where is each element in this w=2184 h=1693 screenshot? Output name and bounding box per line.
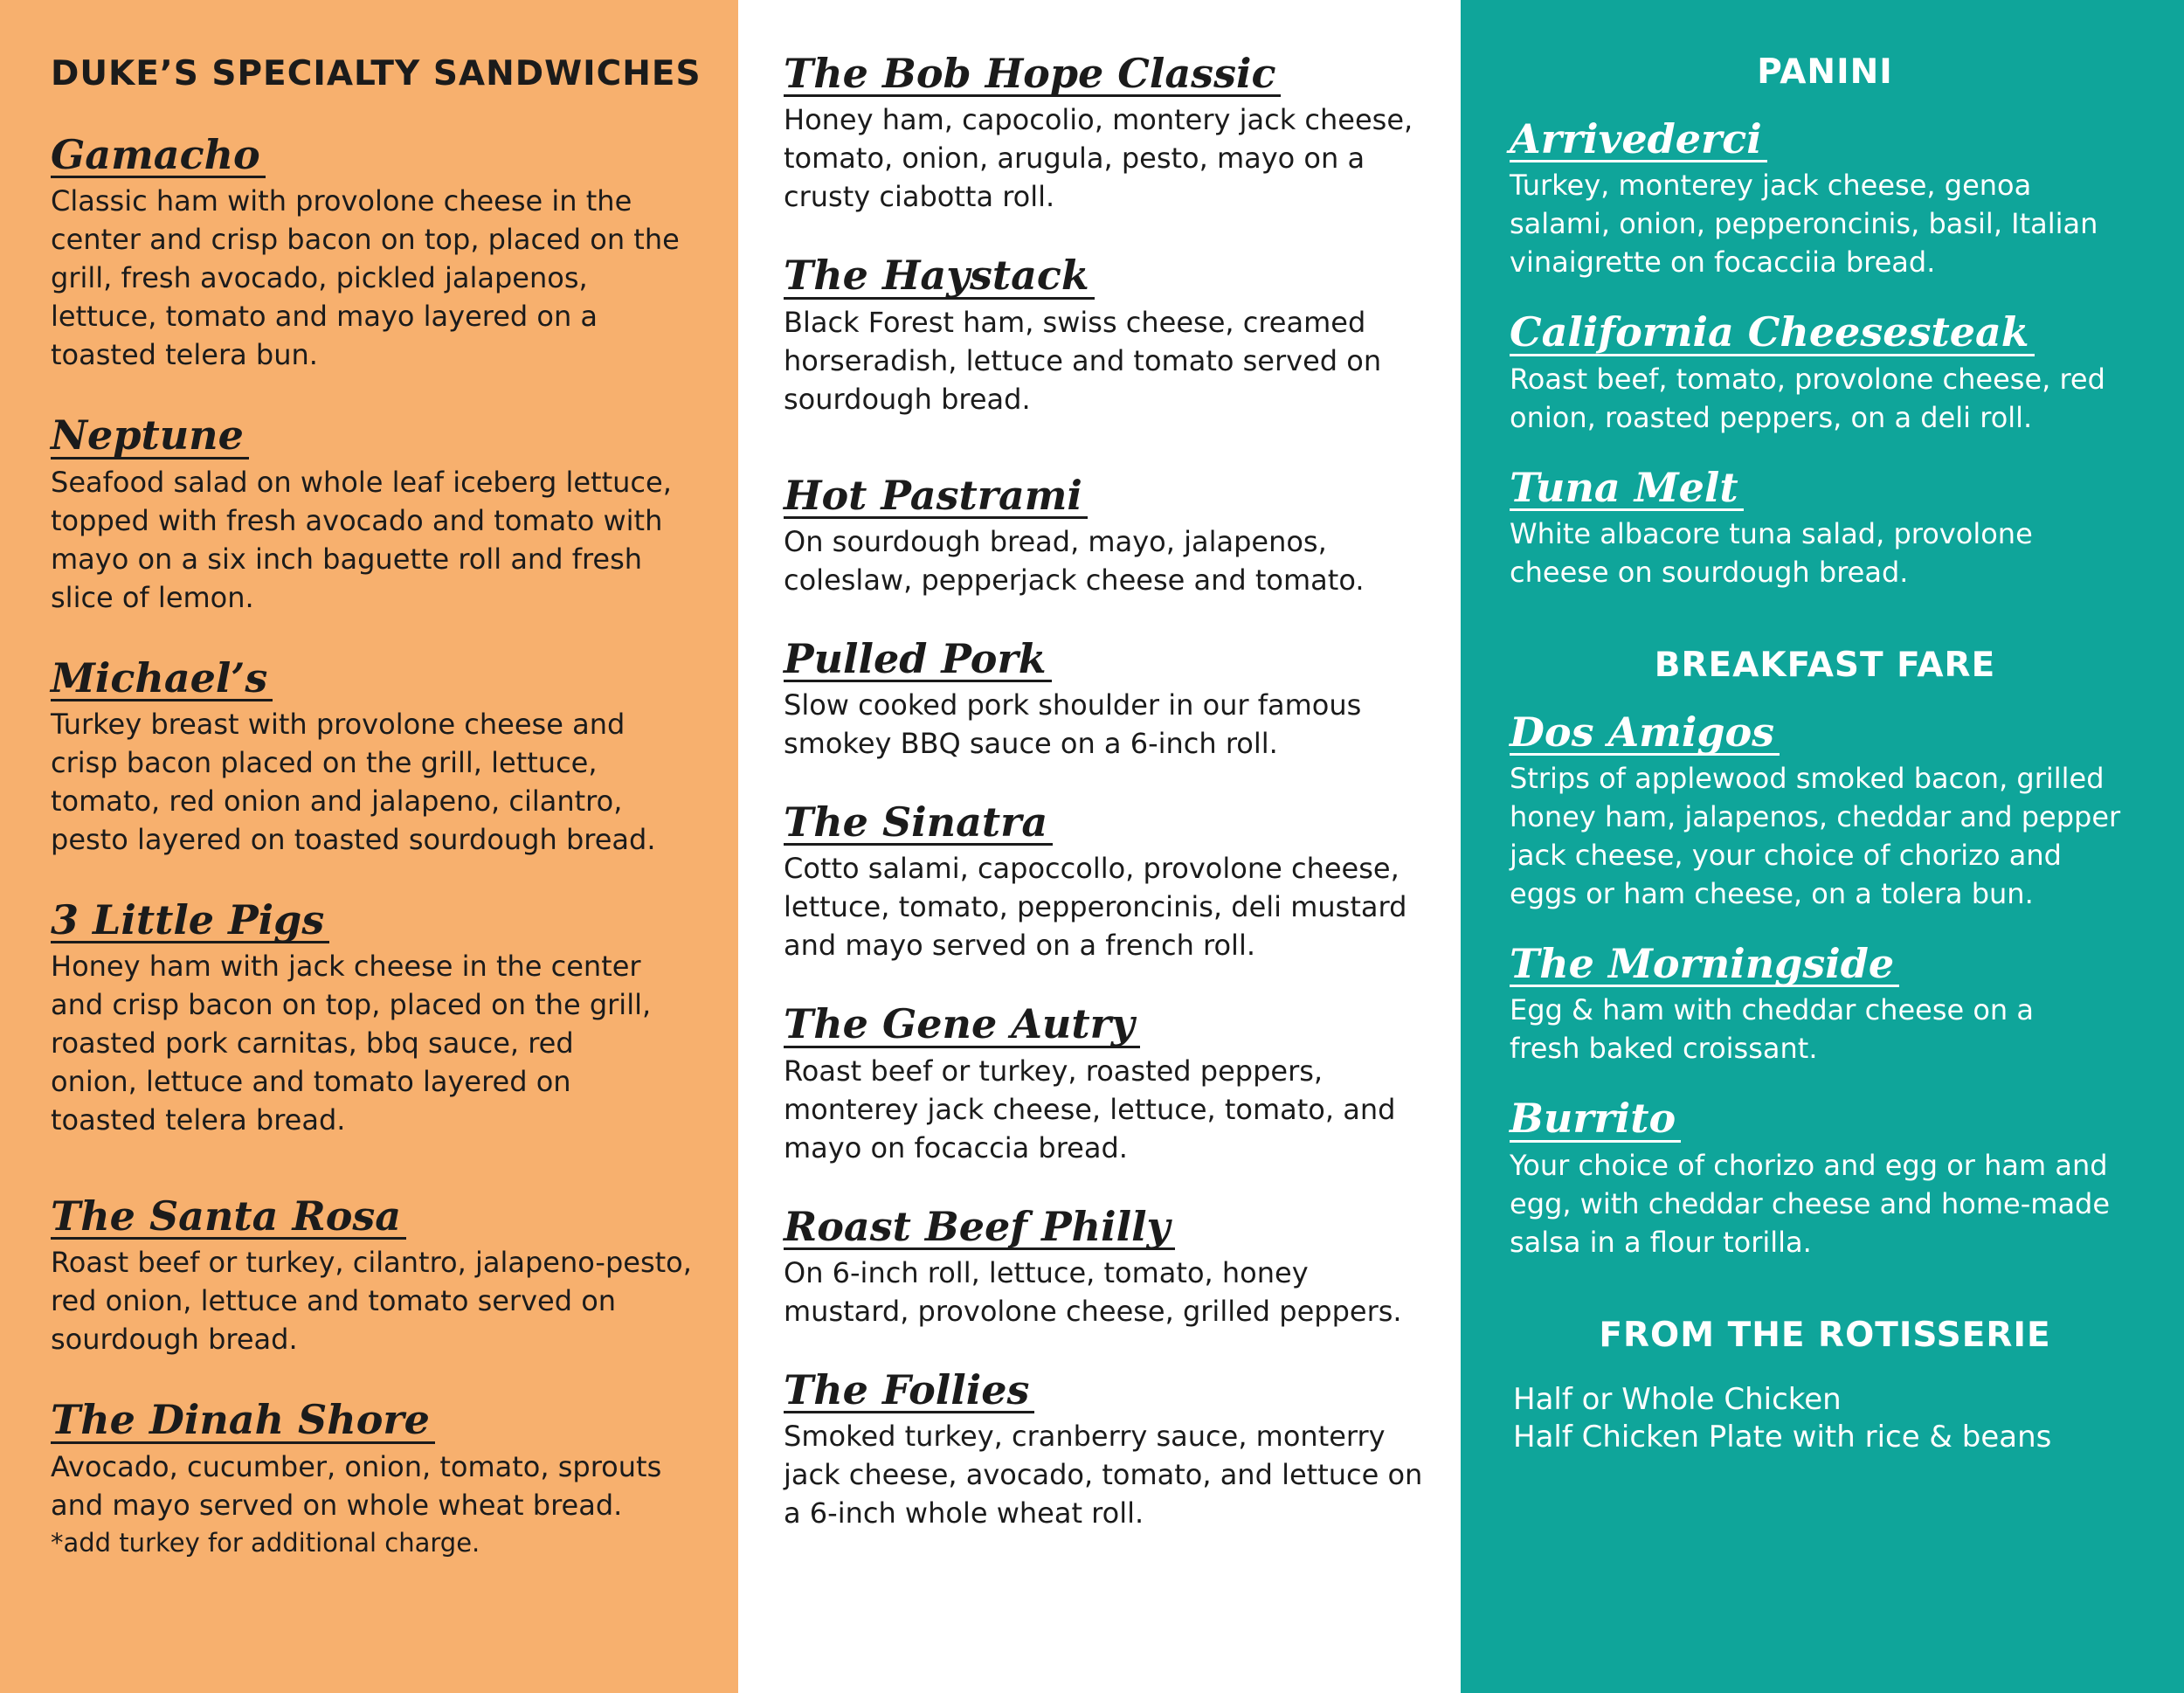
- item-description: White albacore tuna salad, provolone cheese on sourdough bread.: [1510, 516, 2033, 589]
- item-note: *add turkey for additional charge.: [51, 1527, 480, 1558]
- item-description: Honey ham with jack cheese in the center and crisp bacon on top, placed on the grill, roasted pork carnitas, bbq sauce, red onion, lettuce and tomato layered on toasted telera bread.: [51, 950, 652, 1137]
- panini-title: PANINI: [1757, 52, 1893, 92]
- item-description: Turkey, monterey jack cheese, genoa salami, onion, pepperoncinis, basil, Italian vinaigrette on focacciia bread.: [1510, 169, 2098, 280]
- menu-item: [51, 653, 717, 859]
- item-name: The Dinah Shore: [51, 1399, 435, 1443]
- item-description: Cotto salami, capoccollo, provolone cheese, lettuce, tomato, pepperoncinis, deli mustard and mayo served on a french roll.: [784, 852, 1407, 963]
- menu-item: [51, 1396, 717, 1560]
- item-name: The Sinatra: [784, 801, 1053, 846]
- item-name: The Follies: [784, 1369, 1034, 1413]
- item-name: Gamacho: [51, 134, 266, 178]
- menu-item: [784, 471, 1443, 599]
- item-name: Neptune: [51, 414, 249, 459]
- menu-item: [51, 895, 717, 1139]
- menu-item: [1510, 115, 2167, 281]
- item-description: Strips of applewood smoked bacon, grilled honey ham, jalapenos, cheddar and pepper jack cheese, your choice of chorizo and eggs or ham cheese, on a tolera bun.: [1510, 762, 2121, 911]
- menu-item: [51, 411, 717, 616]
- item-description: Roast beef or turkey, cilantro, jalapeno-pesto, red onion, lettuce and tomato served on sourdough bread.: [51, 1246, 692, 1357]
- menu-item: [784, 52, 1443, 216]
- panini-breakfast-column: [1461, 0, 2184, 1693]
- item-description: Roast beef, tomato, provolone cheese, red onion, roasted peppers, on a deli roll.: [1510, 362, 2105, 434]
- sandwiches-column: [738, 0, 1461, 1693]
- item-name: Dos Amigos: [1510, 711, 1780, 756]
- item-name: Tuna Melt: [1510, 466, 1744, 511]
- item-description: Turkey breast with provolone cheese and crisp bacon placed on the grill, lettuce, tomato, red onion and jalapeno, cilantro, pesto layered on toasted sourdough bread.: [51, 707, 656, 856]
- item-name: The Bob Hope Classic: [784, 52, 1281, 97]
- item-description: Smoked turkey, cranberry sauce, monterry jack cheese, avocado, tomato, and lettuce on a 6-inch whole wheat roll.: [784, 1420, 1423, 1531]
- menu-item: [1510, 1097, 2167, 1261]
- item-name: The Haystack: [784, 254, 1095, 299]
- item-description: On 6-inch roll, lettuce, tomato, honey mustard, provolone cheese, grilled peppers.: [784, 1256, 1402, 1329]
- item-name: Michael’s: [51, 657, 273, 701]
- menu-item: [784, 254, 1443, 418]
- rotisserie-item: Half or Whole Chicken: [1513, 1381, 1842, 1417]
- menu-item: [51, 131, 717, 374]
- menu-item: [784, 798, 1443, 964]
- rotisserie-title: FROM THE ROTISSERIE: [1599, 1315, 2051, 1355]
- item-description: Slow cooked pork shoulder in our famous smokey BBQ sauce on a 6-inch roll.: [784, 688, 1362, 761]
- item-name: Hot Pastrami: [784, 474, 1088, 519]
- specialty-sandwiches-column: [0, 0, 738, 1693]
- item-name: Roast Beef Philly: [784, 1206, 1175, 1250]
- item-description: On sourdough bread, mayo, jalapenos, coleslaw, pepperjack cheese and tomato.: [784, 524, 1365, 597]
- item-name: The Santa Rosa: [51, 1195, 406, 1240]
- menu-item: [1510, 940, 2167, 1068]
- item-description: Roast beef or turkey, roasted peppers, monterey jack cheese, lettuce, tomato, and mayo on focaccia bread.: [784, 1054, 1396, 1164]
- rotisserie-item: Half Chicken Plate with rice & beans: [1513, 1419, 2052, 1455]
- menu-item: [1510, 308, 2167, 436]
- item-name: California Cheesesteak: [1510, 311, 2035, 356]
- item-description: Your choice of chorizo and egg or ham and egg, with cheddar cheese and home-made salsa in a flour torilla.: [1510, 1148, 2111, 1259]
- menu-item: [784, 1000, 1443, 1166]
- specialty-sandwiches-title: DUKE’S SPECIALTY SANDWICHES: [51, 54, 702, 93]
- breakfast-title: BREAKFAST FARE: [1654, 645, 1996, 685]
- item-name: 3 Little Pigs: [51, 899, 329, 943]
- menu-item: [784, 634, 1443, 763]
- item-name: Pulled Pork: [784, 638, 1052, 682]
- item-name: The Morningside: [1510, 943, 1899, 987]
- item-name: Arrivederci: [1510, 118, 1767, 162]
- item-description: Classic ham with provolone cheese in the center and crisp bacon on top, placed on the grill, fresh avocado, pickled jalapenos, lettuce, tomato and mayo layered on a toasted telera bun.: [51, 184, 680, 372]
- item-description: Seafood salad on whole leaf iceberg lettuce, topped with fresh avocado and tomato with mayo on a six inch baguette roll and fresh slice of lemon.: [51, 465, 672, 614]
- item-description: Egg & ham with cheddar cheese on a fresh baked croissant.: [1510, 993, 2034, 1066]
- menu-item: [784, 1202, 1443, 1330]
- item-description: Avocado, cucumber, onion, tomato, sprouts and mayo served on whole wheat bread.: [51, 1449, 662, 1522]
- item-name: The Gene Autry: [784, 1003, 1140, 1047]
- item-description: Honey ham, capocolio, montery jack cheese, tomato, onion, arugula, pesto, mayo on a crusty ciabotta roll.: [784, 103, 1413, 214]
- item-name: Burrito: [1510, 1097, 1681, 1142]
- menu-item: [51, 1192, 717, 1358]
- menu-item: [1510, 708, 2167, 913]
- item-description: Black Forest ham, swiss cheese, creamed horseradish, lettuce and tomato served on sourdough bread.: [784, 305, 1382, 416]
- menu-item: [1510, 463, 2167, 591]
- menu-item: [784, 1366, 1443, 1532]
